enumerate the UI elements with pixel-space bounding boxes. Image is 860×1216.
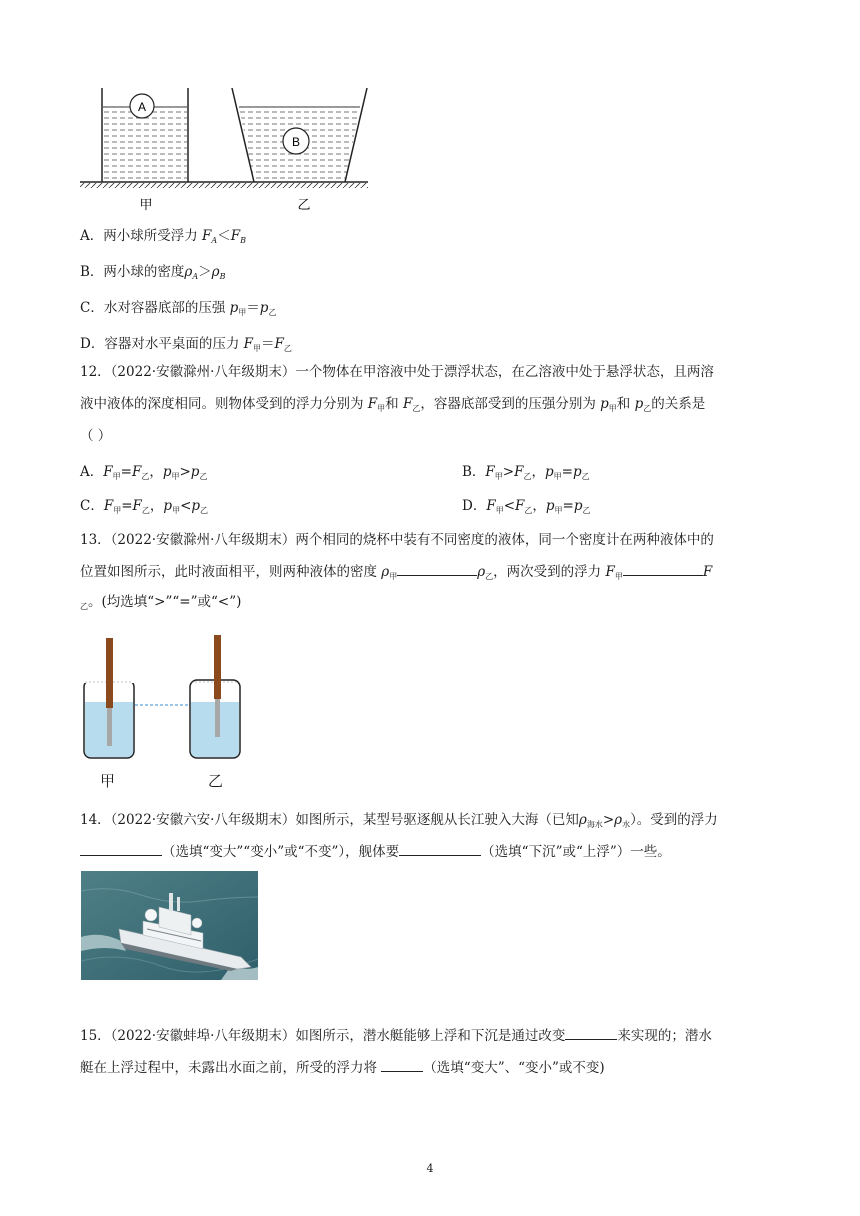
q12-stem-line2: 液中液体的深度相同。则物体受到的浮力分别为 $F_甲$和 $F_乙$，容器底部受到的压强分别为 $p_甲$和 $p_乙$的关系是 (80, 396, 706, 413)
q14-blank-2[interactable] (399, 843, 481, 856)
q11-option-d: D．容器对水平桌面的压力 $F_甲=F_乙$ (80, 336, 292, 353)
q12-option-a: A．$F_甲=F_乙$，$p_甲>p_乙$ (80, 464, 208, 481)
container-jia-water (103, 107, 187, 182)
q12-option-b: B．$F_甲>F_乙$，$p_甲=p_乙$ (462, 464, 590, 481)
q11-option-b: B．两小球的密度$\rho_A>\rho_B$ (80, 264, 226, 281)
q13-stem-line1: 13．（2022·安徽滁州·八年级期末）两个相同的烧杯中装有不同密度的液体，同一个密度计在两种液体中的 (80, 532, 714, 548)
containers-figure (80, 85, 372, 213)
page-number: 4 (426, 1162, 434, 1175)
label-yi: 乙 (297, 198, 311, 213)
destroyer-photo (81, 871, 258, 980)
q12-option-row2 (80, 496, 780, 521)
q13-blank-2[interactable] (623, 563, 703, 576)
q13-blank-1[interactable] (397, 563, 477, 576)
ball-b-label: B (291, 135, 301, 149)
q15-stem-line1: 15．（2022·安徽蚌埠·八年级期末）如图所示，潜水艇能够上浮和下沉是通过改变 来实现的；潜水 (80, 1028, 712, 1044)
hydrometer-jia (106, 638, 113, 708)
q14-stem-line1: 14．（2022·安徽六安·八年级期末）如图所示，某型号驱逐舰从长江驶入大海（已知$\rho_{海水}>\rho_水$）。受到的浮力 (80, 812, 718, 829)
hydrometer-yi (214, 635, 221, 699)
q12-option-d: D．$F_甲<F_乙$，$p_甲=p_乙$ (462, 498, 591, 515)
q12-stem-line3: （ ） (80, 428, 112, 444)
q15-blank-2[interactable] (381, 1059, 423, 1072)
hydrometer-label-jia: 甲 (100, 773, 116, 790)
q13-stem-line3: $_乙$。(均选填“>”“=”或“<”) (80, 594, 242, 611)
q12-stem-line1: 12．（2022·安徽滁州·八年级期末）一个物体在甲溶液中处于漂浮状态，在乙溶液中处于悬浮状态，且两溶 (80, 364, 714, 380)
q12-option-c: C．$F_甲=F_乙$，$p_甲<p_乙$ (80, 498, 209, 515)
q11-option-a: A．两小球所受浮力 $F_A<F_B$ (80, 228, 246, 245)
q15-stem-line2: 艇在上浮过程中，未露出水面之前，所受的浮力将 （选填“变大”、“变小”或不变) (80, 1060, 605, 1076)
hydrometer-figure (80, 632, 250, 768)
q15-blank-1[interactable] (565, 1027, 617, 1040)
ball-a-label: A (137, 100, 147, 114)
hydrometer-label-yi: 乙 (208, 773, 224, 790)
q14-stem-line2: （选填“变大”“变小”或“不变”），舰体要 （选填“下沉”或“上浮”）一些。 (80, 842, 671, 862)
q12-option-row1 (80, 462, 780, 487)
q11-option-c: C．水对容器底部的压强 $p_甲=p_乙$ (80, 300, 277, 317)
q14-blank-1[interactable] (80, 843, 162, 856)
q13-stem-line2: 位置如图所示，此时液面相平，则两种液体的密度 $\rho_甲$ $\rho_乙$，两次受到的浮力 $F_甲$ F (80, 564, 713, 581)
label-jia: 甲 (139, 198, 153, 213)
